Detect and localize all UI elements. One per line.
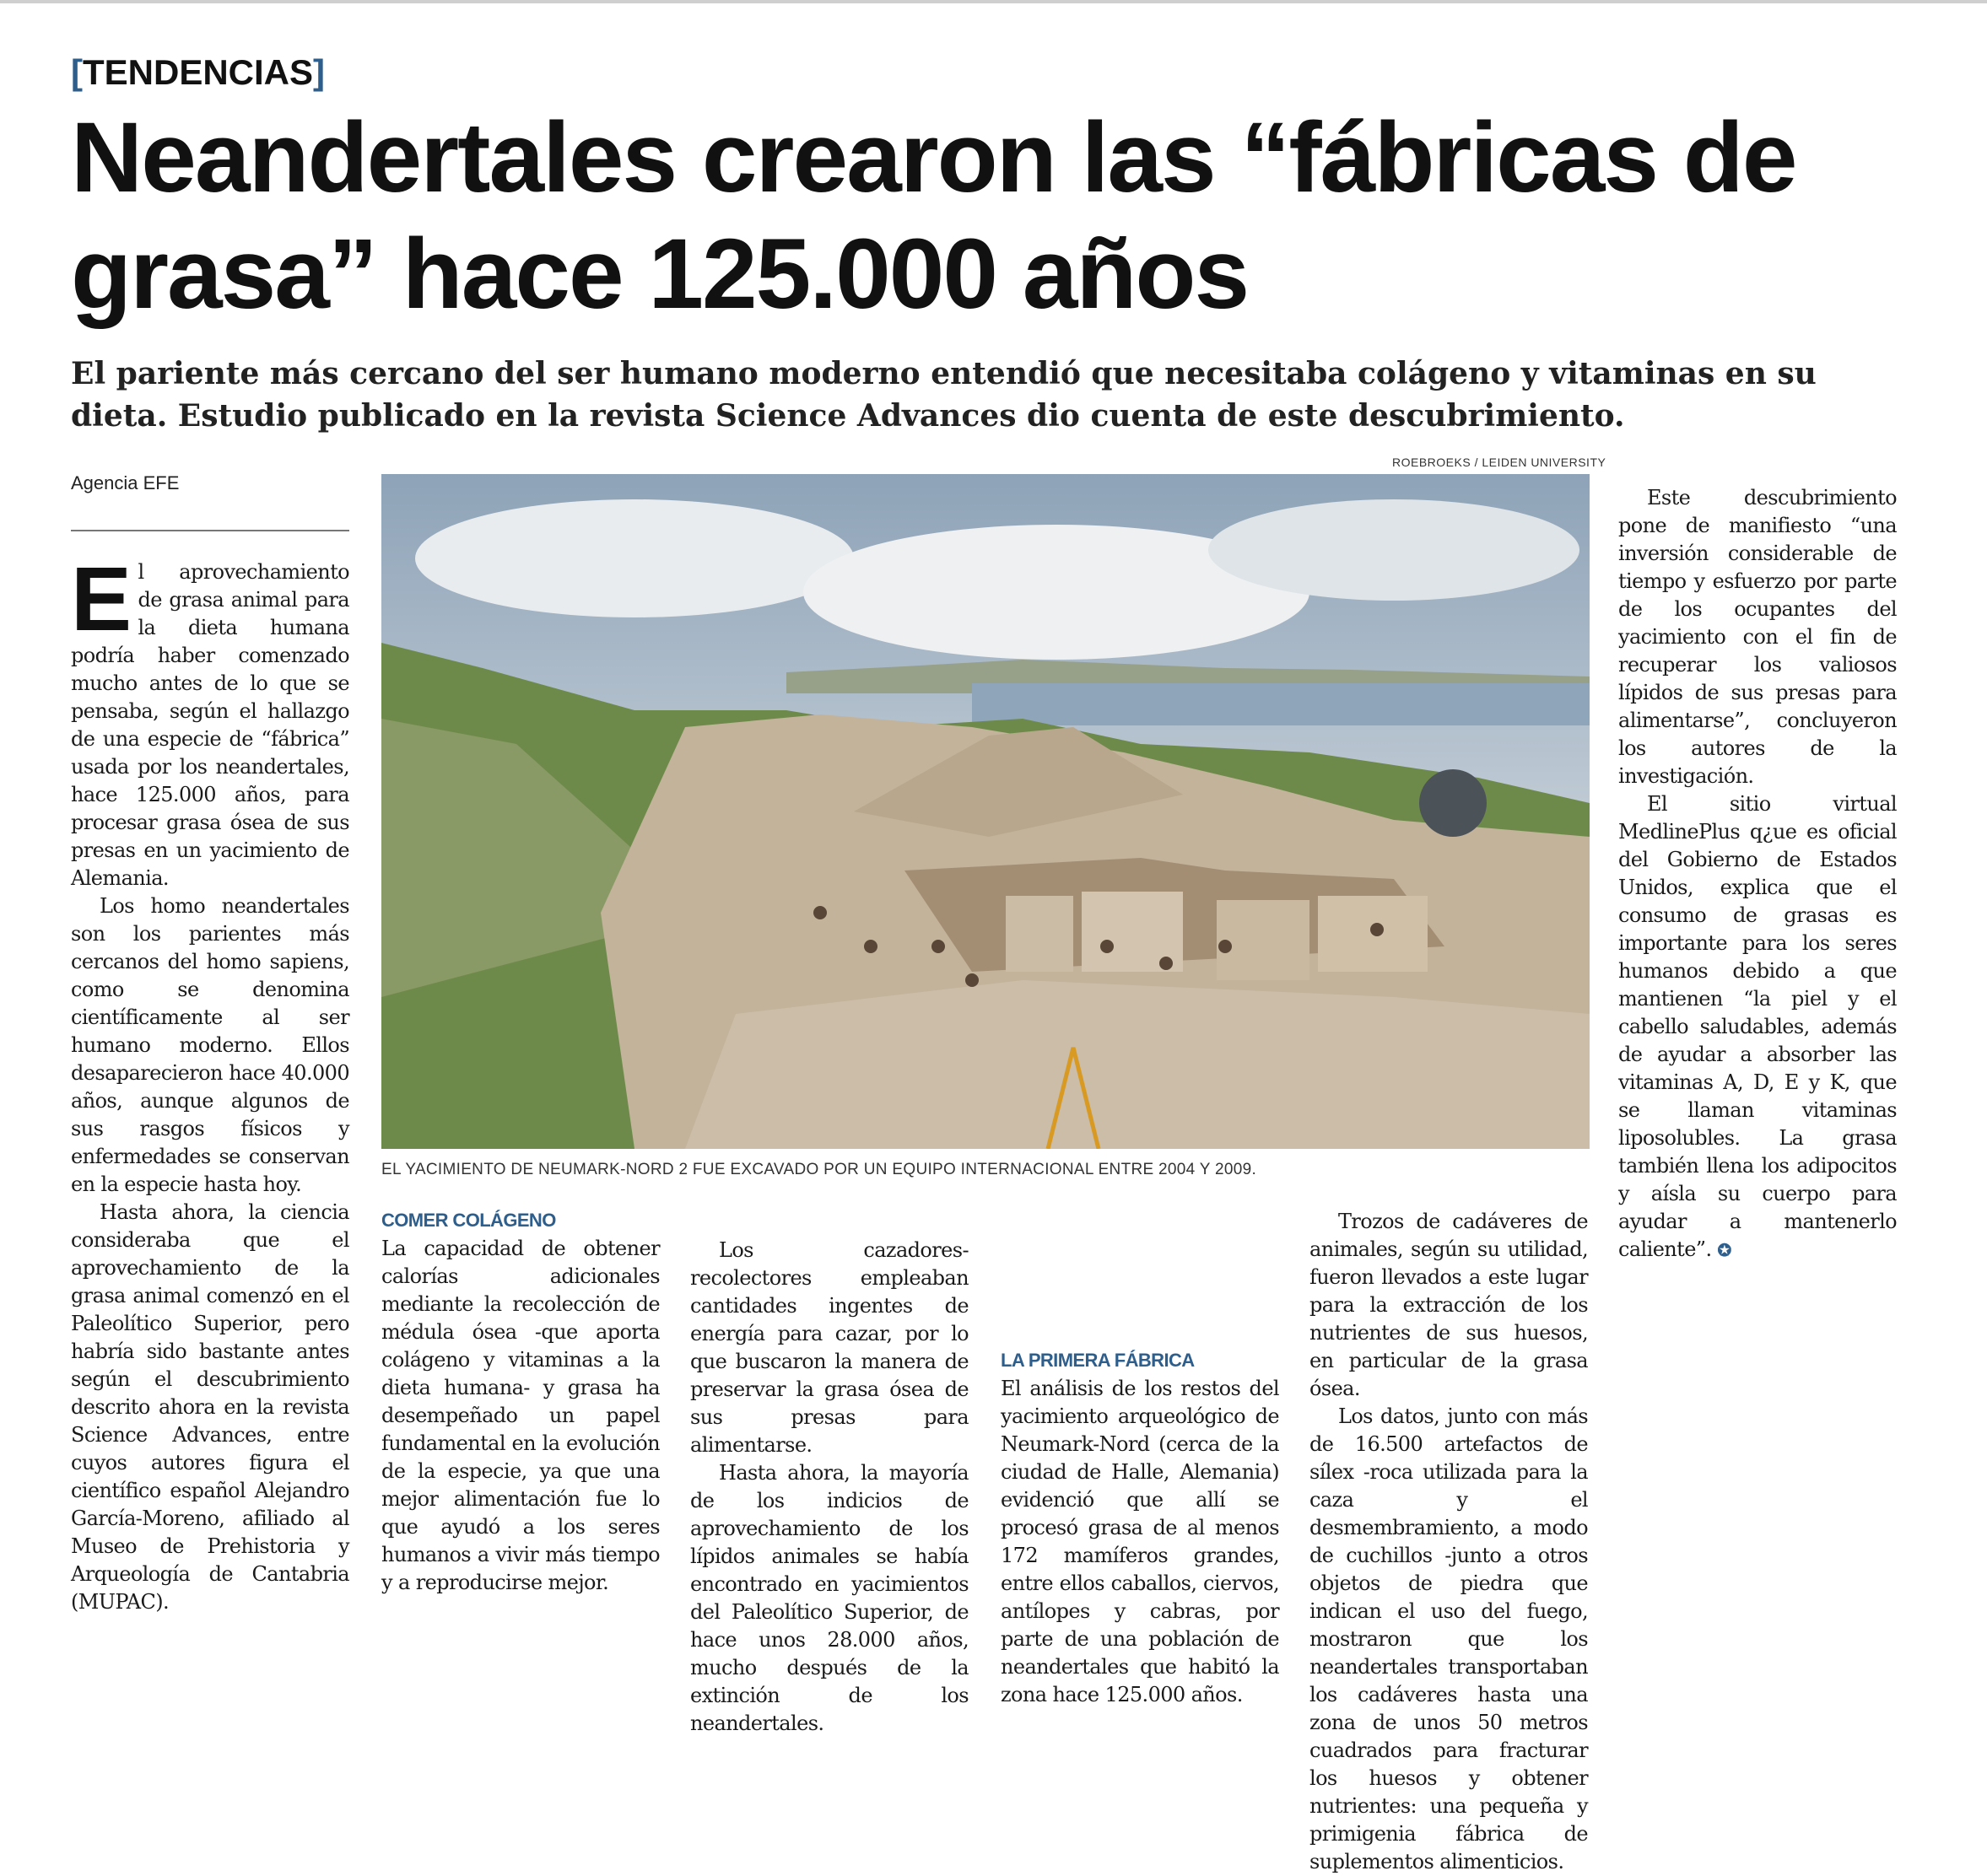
subhead-primera-fabrica: LA PRIMERA FÁBRICA xyxy=(1001,1350,1195,1371)
paragraph xyxy=(1618,790,1897,1265)
section-label-text: TENDENCIAS xyxy=(83,52,314,92)
article-column-1 xyxy=(71,547,349,1616)
paragraph: El análisis de los restos del yacimiento arqueológico de Neumark-Nord (cerca de la ciudad de Halle, Alemania) evidenció que allí se procesó grasa de al menos 172 mamíferos grandes, entre ellos caballos, ciervos, antílopes y cabras, por parte de una población de neandertales que habitó la zona hace 125.000 años. xyxy=(1001,1377,1279,1706)
article-column-6 xyxy=(1618,484,1897,1265)
photo-credit: ROEBROEKS / LEIDEN UNIVERSITY xyxy=(1392,456,1606,469)
article-column-2 xyxy=(381,1208,660,1597)
section-label: [TENDENCIAS] xyxy=(71,52,326,92)
paragraph: Trozos de cadáveres de animales, según su utilidad, fueron llevados a este lugar para la extracción de los nutrientes de sus huesos, en particular de la grasa ósea. xyxy=(1309,1210,1588,1400)
paragraph-text: l aprovechamiento de grasa animal para la dieta humana podría haber comenzado mucho antes de lo que se pensaba, según el hallazgo de una especie de “fábrica” usada por los neandertales, hace 125.000 años, para procesar grasa ósea de sus presas en un yacimiento de Alemania. xyxy=(71,560,349,890)
excavation-photo xyxy=(381,474,1590,1149)
article-column-5 xyxy=(1309,1208,1588,1876)
article-column-3 xyxy=(690,1237,969,1738)
byline-divider xyxy=(71,530,349,531)
byline: Agencia EFE xyxy=(71,472,180,493)
paragraph-text: El sitio virtual MedlinePlus q¿ue es oficial del Gobierno de Estados Unidos, explica que el consumo de grasas es importante para los seres humanos debido a que mantienen “la piel y el cabello saludables, además de ayudar a absorber las vitaminas A, D, E y K, que se llaman vitaminas liposolubles. La grasa también llena los adipocitos y aísla su cuerpo para ayudar a mantenerlo caliente”. xyxy=(1618,792,1897,1261)
paragraph: Este descubrimiento pone de manifiesto “una inversión considerable de tiempo y esfuerzo por parte de los ocupantes del yacimiento con el fin de recuperar los valiosos lípidos de sus presas para alimentarse”, concluyeron los autores de la investigación. xyxy=(1618,486,1897,788)
photo-caption: EL YACIMIENTO DE NEUMARK-NORD 2 FUE EXCAVADO POR UN EQUIPO INTERNACIONAL ENTRE 2004 Y 2009. xyxy=(381,1161,1257,1178)
top-rule xyxy=(0,0,1987,3)
subhead-comer-colageno: COMER COLÁGENO xyxy=(381,1210,556,1231)
article-column-4 xyxy=(1001,1348,1279,1709)
paragraph: Los cazadores-recolectores empleaban cantidades ingentes de energía para cazar, por lo que buscaron la manera de preservar la grasa ósea de sus presas para alimentarse. xyxy=(690,1238,969,1457)
paragraph: Hasta ahora, la mayoría de los indicios de aprovechamiento de los lípidos animales se había encontrado en yacimientos del Paleolítico Superior, de hace unos 28.000 años, mucho después de la extinción de los neandertales. xyxy=(690,1461,969,1735)
end-mark-icon: ✪ xyxy=(1717,1242,1731,1260)
drop-cap: E xyxy=(71,547,132,650)
headline: Neandertales crearon las “fábricas de grasa” hace 125.000 años xyxy=(71,102,1796,330)
deck: El pariente más cercano del ser humano moderno entendió que necesitaba colágeno y vitaminas en su dieta. Estudio publicado en la revista Science Advances dio cuenta de este descubrimiento. xyxy=(71,356,1817,434)
paragraph: La capacidad de obtener calorías adicionales mediante la recolección de médula ósea -que aporta colágeno y vitaminas a la dieta humana- y grasa ha desempeñado un papel fundamental en la evolución de la especie, ya que una mejor alimentación fue lo que ayudó a los seres humanos a vivir más tiempo y a reproducirse mejor. xyxy=(381,1237,660,1594)
paragraph: Hasta ahora, la ciencia consideraba que el aprovechamiento de la grasa animal comenzó en el Paleolítico Superior, pero habría sido bastante antes según el descubrimiento descrito ahora en la revista Science Advances, entre cuyos autores figura el científico español Alejandro García-Moreno, afiliado al Museo de Prehistoria y Arqueología de Cantabria (MUPAC). xyxy=(71,1200,349,1614)
excavation-photo-illustration xyxy=(381,474,1590,1149)
paragraph: Los homo neandertales son los parientes más cercanos del homo sapiens, como se denomina científicamente al ser humano moderno. Ellos desaparecieron hace 40.000 años, aunque algunos de sus rasgos físicos y enfermedades se conservan en la especie hasta hoy. xyxy=(71,894,349,1196)
paragraph: Los datos, junto con más de 16.500 artefactos de sílex -roca utilizada para la caza y el desmembramiento, a modo de cuchillos -junto a otros objetos de piedra que indican el uso del fuego, mostraron que los neandertales transportaban los cadáveres hasta una zona de unos 50 metros cuadrados para fracturar los huesos y obtener nutrientes: una pequeña y primigenia fábrica de suplementos alimenticios. xyxy=(1309,1404,1588,1873)
paragraph xyxy=(71,547,349,892)
